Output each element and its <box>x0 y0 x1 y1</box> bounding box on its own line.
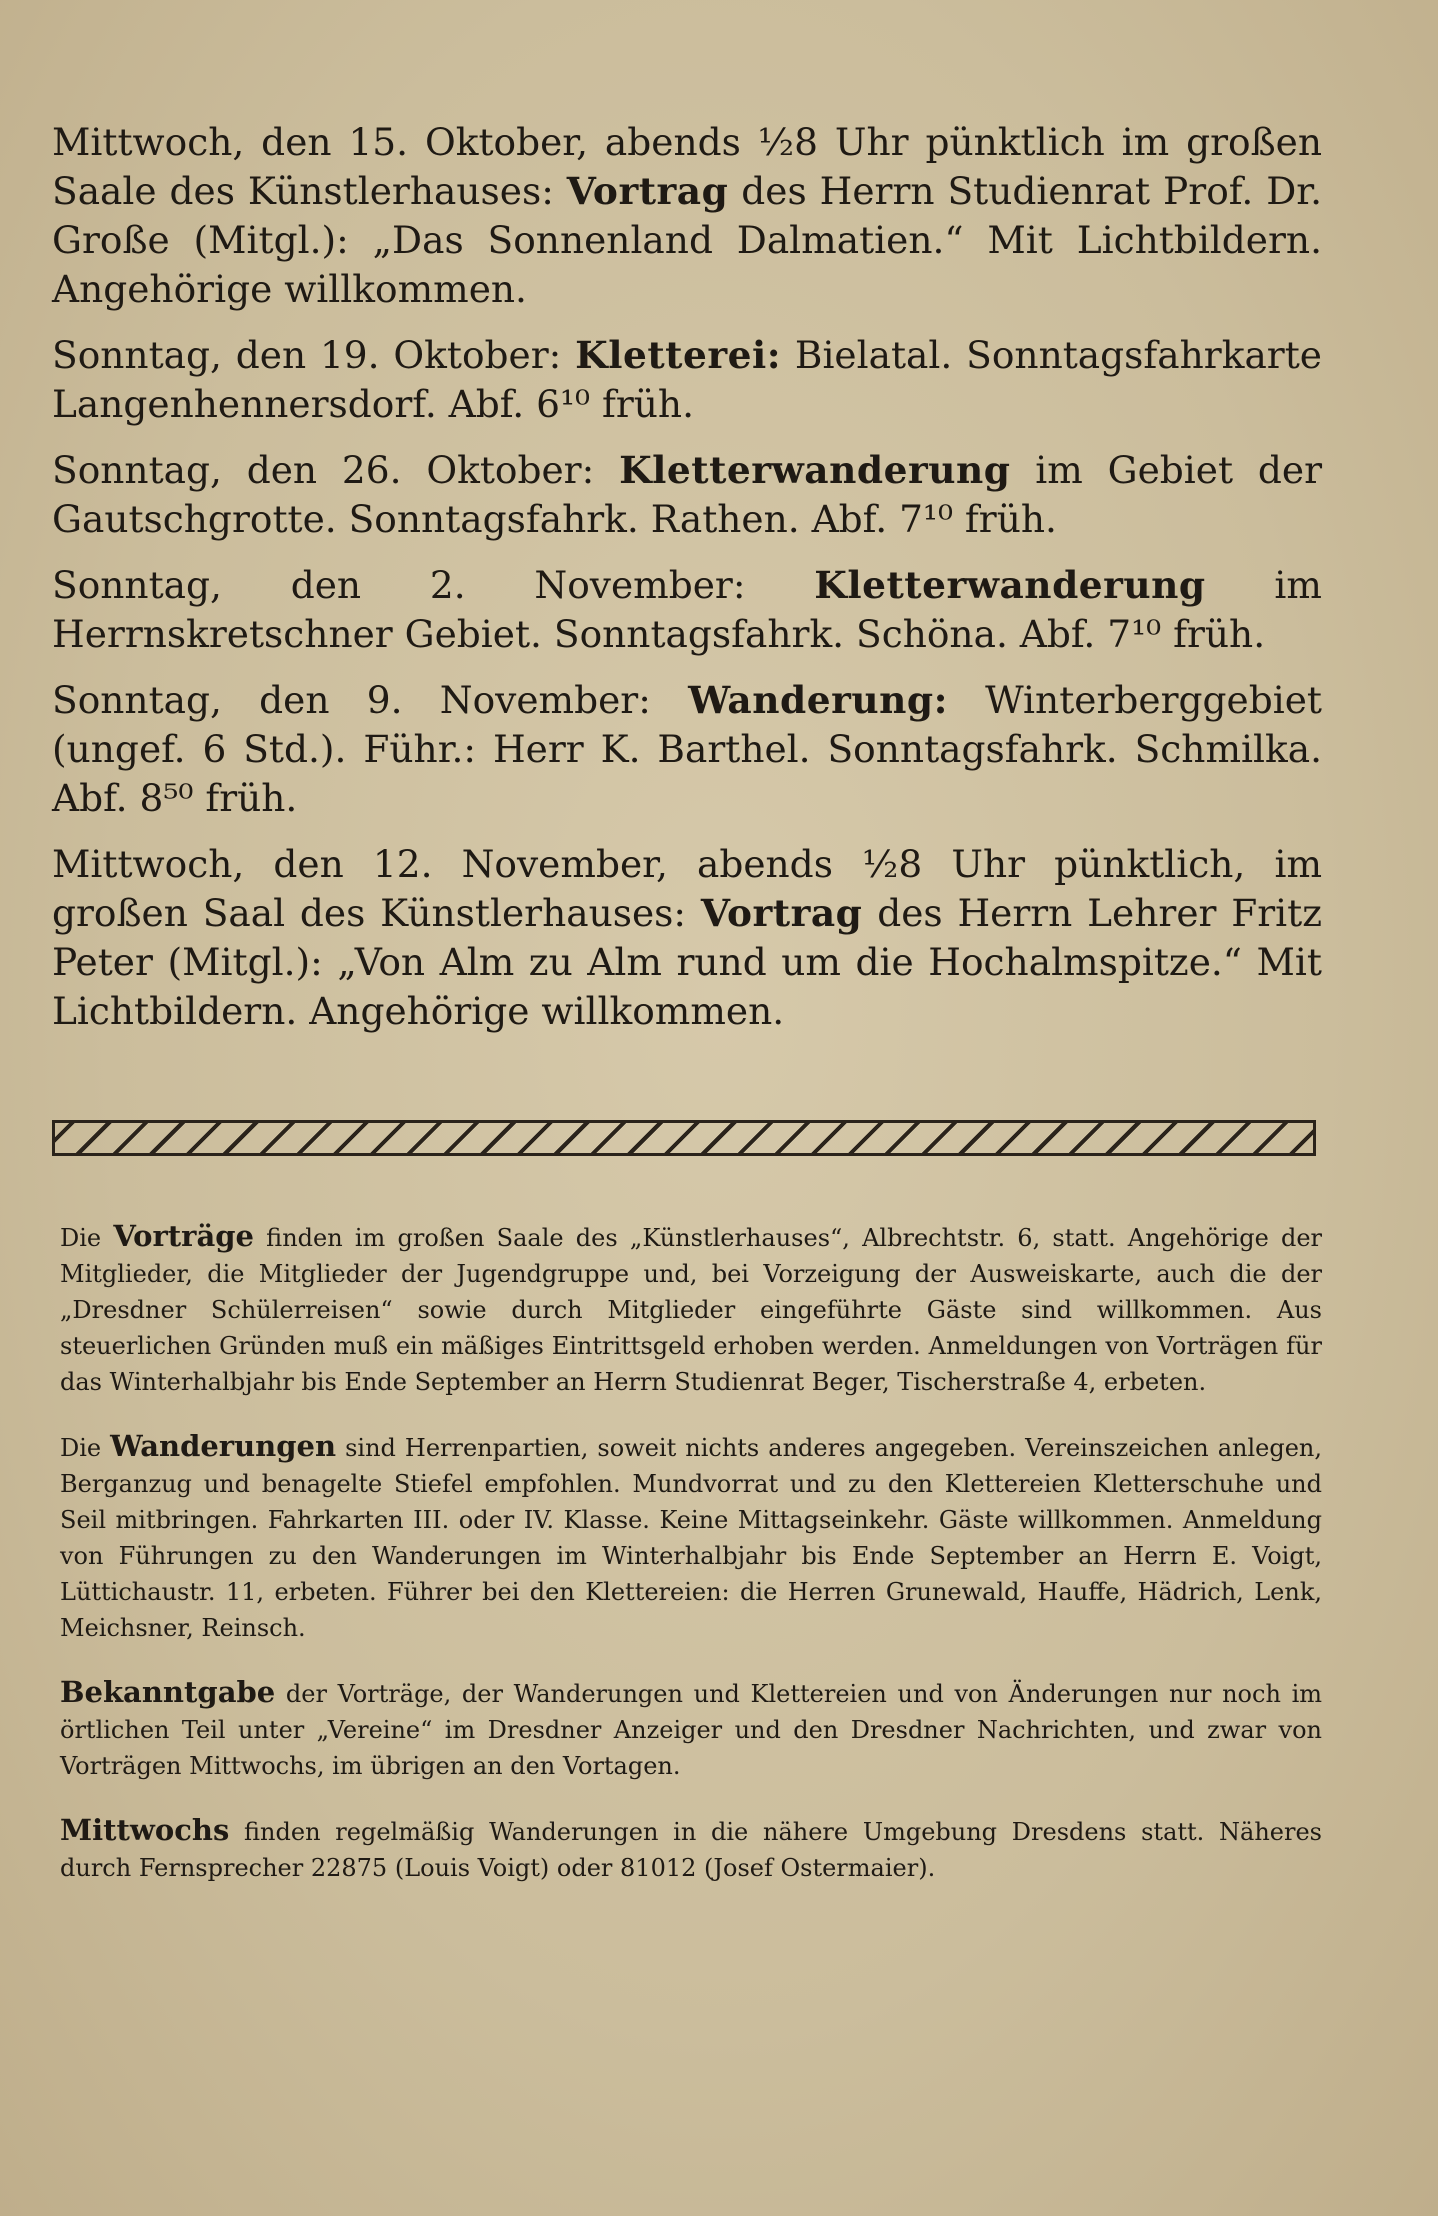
event-text: im Gebiet der Gautschgrotte. Sonntagsfahrk. Rathen. Abf. 7¹⁰ früh. <box>52 448 1322 541</box>
event-text: im Herrnskretschner Gebiet. Sonntagsfahrk. Schöna. Abf. 7¹⁰ früh. <box>52 563 1322 656</box>
note-text: Die <box>60 1224 114 1252</box>
event-text: des Herrn Lehrer Fritz Peter (Mitgl.): „Von Alm zu Alm rund um die Hochalmspitze.“ Mit Lichtbildern. Angehörige willkommen. <box>52 891 1322 1033</box>
event-entry <box>52 446 1322 544</box>
event-text: Mittwoch, den 15. Oktober, abends ½8 Uhr pünktlich im großen Saale des Künstlerhauses: <box>52 120 1322 213</box>
event-keyword: Kletterei: <box>575 333 782 377</box>
note-paragraph <box>60 1218 1322 1400</box>
note-paragraph <box>60 1428 1322 1646</box>
event-text: des Herrn Studienrat Prof. Dr. Große (Mitgl.): „Das Sonnenland Dalmatien.“ Mit Lichtbildern. Angehörige willkommen. <box>52 169 1322 311</box>
event-text: Sonntag, den 26. Oktober: <box>52 448 620 492</box>
event-entry <box>52 840 1322 1036</box>
note-paragraph <box>60 1812 1322 1886</box>
event-text: Sonntag, den 2. November: <box>52 563 815 607</box>
event-list <box>52 118 1322 1053</box>
event-keyword: Kletterwanderung <box>814 563 1206 607</box>
event-entry <box>52 676 1322 823</box>
event-entry <box>52 118 1322 314</box>
note-text: sind Herrenpartien, soweit nichts anderes angegeben. Vereinszeichen anlegen, Berganzug und benagelte Stiefel empfohlen. Mundvorrat und zu den Klettereien Kletterschuhe und Seil mitbringen. Fahrkarten III. oder IV. Klasse. Keine Mittagseinkehr. Gäste willkommen. Anmeldung von Führungen zu den Wanderungen im Winterhalbjahr bis Ende September an Herrn E. Voigt, Lüttichaustr. 11, erbeten. Führer bei den Klettereien: die Herren Grunewald, Hauffe, Hädrich, Lenk, Meichsner, Reinsch. <box>60 1434 1323 1642</box>
note-text: der Vorträge, der Wanderungen und Klettereien und von Änderungen nur noch im örtlichen Teil unter „Vereine“ im Dresdner Anzeiger und den Dresdner Nachrichten, und zwar von Vorträgen Mittwochs, im übrigen an den Vortagen. <box>60 1680 1322 1780</box>
event-keyword: Kletterwanderung <box>619 448 1011 492</box>
event-text: Sonntag, den 19. Oktober: <box>52 333 576 377</box>
ornamental-divider <box>52 1120 1316 1156</box>
note-keyword: Vorträge <box>113 1219 254 1253</box>
note-paragraph <box>60 1674 1322 1784</box>
note-text: finden regelmäßig Wanderungen in die nähere Umgebung Dresdens statt. Näheres durch Fernsprecher 22875 (Louis Voigt) oder 81012 (Josef Ostermaier). <box>60 1818 1322 1882</box>
note-text: finden im großen Saale des „Künstlerhauses“, Albrechtstr. 6, statt. Angehörige der Mitglieder, die Mitglieder der Jugendgruppe und, bei Vorzeigung der Ausweiskarte, auch die der „Dresdner Schülerreisen“ sowie durch Mitglieder eingeführte Gäste sind willkommen. Aus steuerlichen Gründen muß ein mäßiges Eintrittsgeld erhoben werden. Anmeldungen von Vorträgen für das Winterhalbjahr bis Ende September an Herrn Studienrat Beger, Tischerstraße 4, erbeten. <box>60 1224 1323 1396</box>
note-text: Die <box>60 1434 111 1462</box>
event-entry <box>52 561 1322 659</box>
note-keyword: Bekanntgabe <box>60 1675 276 1709</box>
event-text: Mittwoch, den 12. November, abends ½8 Uhr pünktlich, im großen Saal des Künstlerhauses: <box>52 842 1322 935</box>
event-keyword: Wanderung: <box>688 678 948 722</box>
event-keyword: Vortrag <box>700 891 863 935</box>
event-text: Winterberggebiet (ungef. 6 Std.). Führ.: Herr K. Barthel. Sonntagsfahrk. Schmilka. Abf. 8⁵⁰ früh. <box>52 678 1322 820</box>
event-entry <box>52 331 1322 429</box>
note-keyword: Wanderungen <box>110 1429 337 1463</box>
note-keyword: Mittwochs <box>60 1813 230 1847</box>
event-text: Bielatal. Sonntagsfahrkarte Langenhennersdorf. Abf. 6¹⁰ früh. <box>52 333 1322 426</box>
notes-section <box>60 1218 1322 1914</box>
event-text: Sonntag, den 9. November: <box>52 678 689 722</box>
event-keyword: Vortrag <box>566 169 729 213</box>
